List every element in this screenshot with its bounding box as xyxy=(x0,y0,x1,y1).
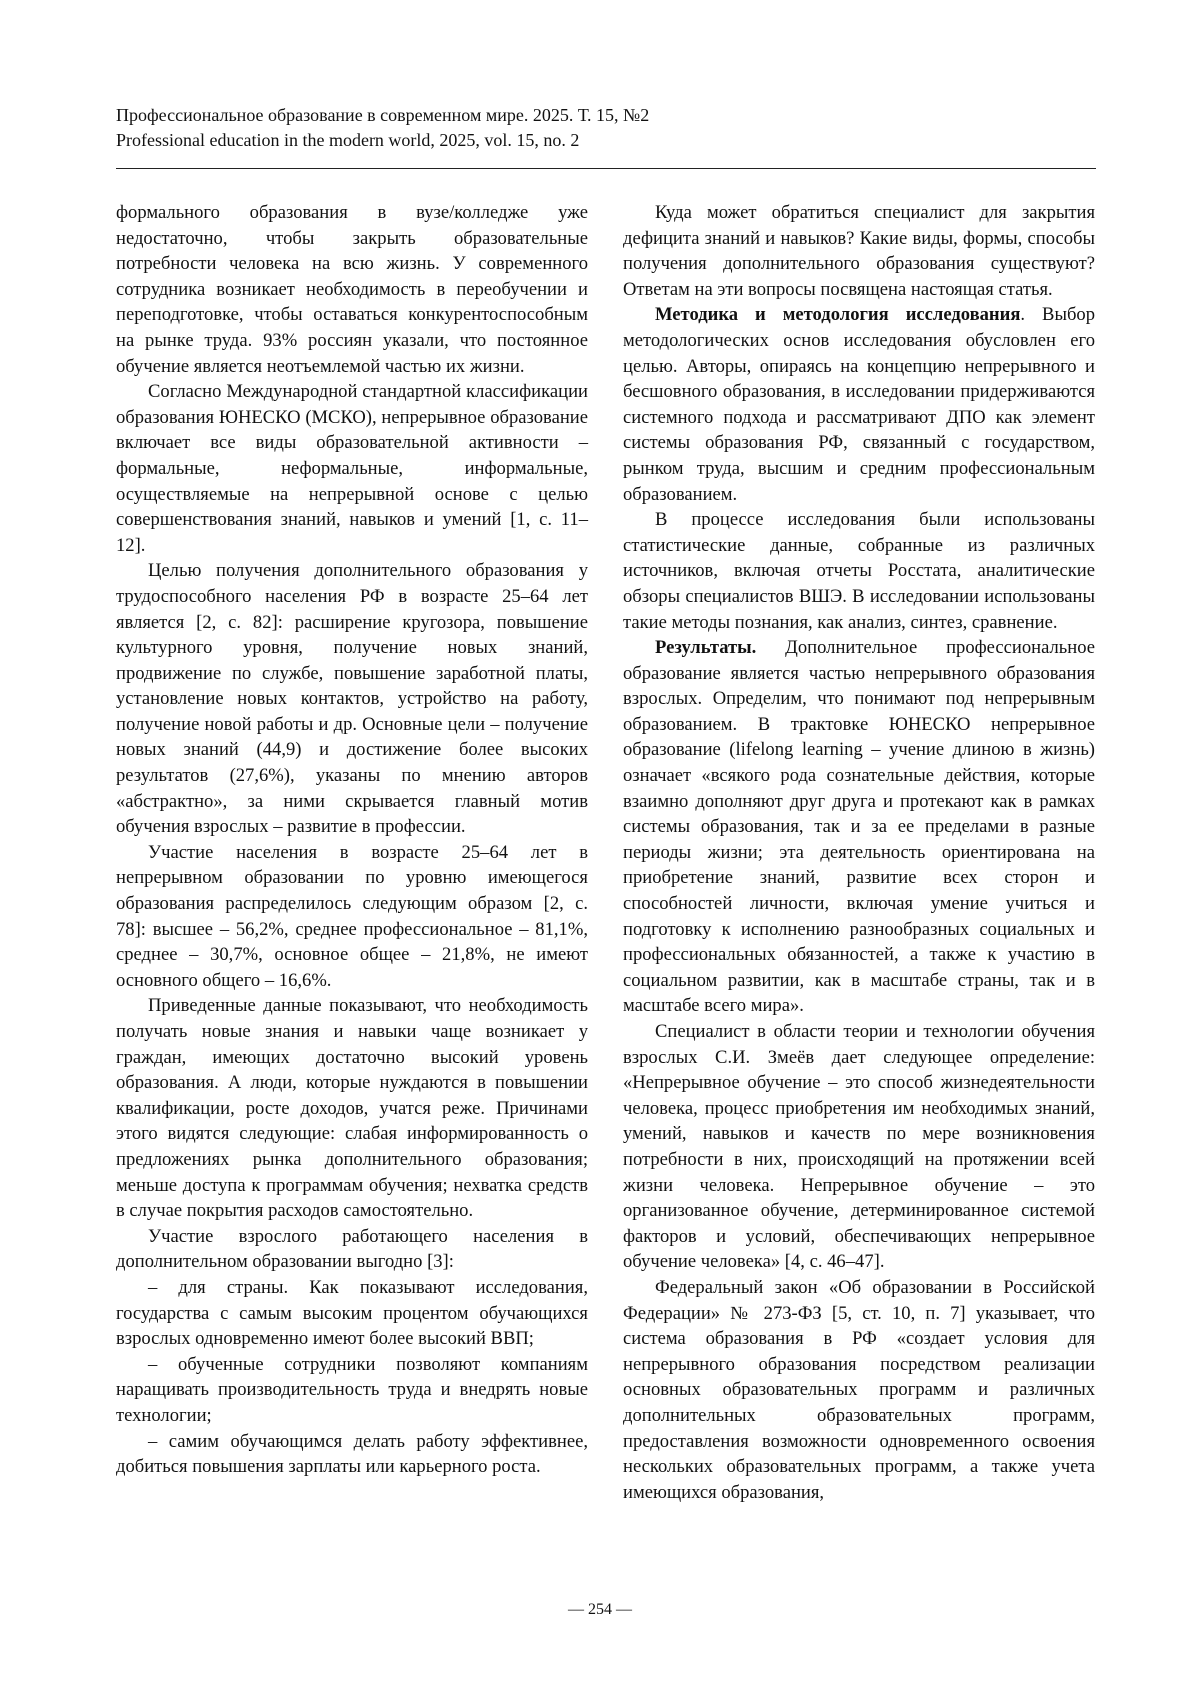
paragraph-methods xyxy=(623,302,1095,507)
journal-title-ru: Профессиональное образование в современном мире. 2025. Т. 15, №2 xyxy=(116,105,650,125)
list-item: – самим обучающимся делать работу эффективнее, добиться повышения зарплаты или карьерного роста. xyxy=(116,1430,588,1478)
paragraph: Приведенные данные показывают, что необходимость получать новые знания и навыки чаще возникает у граждан, имеющих достаточно высокий уровень образования. А люди, которые нуждаются в повышении квалификации, росте доходов, учатся реже. Причинами этого видятся следующие: слабая информированность о предложениях рынка дополнительного образования; меньше доступа к программам обучения; нехватка средств в случае покрытия расходов самостоятельно. xyxy=(116,995,588,1222)
paragraph: Куда может обратиться специалист для закрытия дефицита знаний и навыков? Какие виды, формы, способы получения дополнительного образования существуют? Ответам на эти вопросы посвящена настоящая статья. xyxy=(623,202,1095,300)
paragraph: Федеральный закон «Об образовании в Российской Федерации» № 273-ФЗ [5, ст. 10, п. 7] указывает, что система образования в РФ «создает условия для непрерывного образования посредством реализации основных образовательных программ и различных дополнительных образовательных программ, предоставления возможности одновременного освоения нескольких образовательных программ, а также учета имеющихся образования, xyxy=(623,1276,1095,1503)
section-heading-methods: Методика и методология исследования xyxy=(655,304,1021,326)
left-column xyxy=(116,200,588,1480)
paragraph-results xyxy=(623,635,1095,1019)
header-divider xyxy=(116,168,1096,169)
list-item: – для страны. Как показывают исследования, государства с самым высоким процентом обучающихся взрослых одновременно имеют более высокий ВВП; xyxy=(116,1276,588,1350)
paragraph: Специалист в области теории и технологии обучения взрослых С.И. Змеёв дает следующее определение: «Непрерывное обучение – это способ жизнедеятельности человека, процесс приобретения им необходимых знаний, умений, навыков и качеств по мере возникновения потребности в них, происходящий на протяжении всей жизни человека. Непрерывное обучение – это организованное обучение, детерминированное системой факторов и условий, обеспечивающих непрерывное обучение человека» [4, с. 46–47]. xyxy=(623,1021,1095,1273)
paragraph-text: . Выбор методологических основ исследования обусловлен его целью. Авторы, опираясь на концепцию непрерывного и бесшовного образования, в исследовании придерживаются системного подхода и рассматривают ДПО как элемент системы образования РФ, связанный с государством, рынком труда, высшим и средним профессиональным образованием. xyxy=(623,304,1096,505)
page-number: — 254 — xyxy=(568,1601,632,1618)
journal-header xyxy=(116,103,1096,153)
list-item: – обученные сотрудники позволяют компаниям наращивать производительность труда и внедрять новые технологии; xyxy=(116,1353,588,1426)
paragraph: Согласно Международной стандартной классификации образования ЮНЕСКО (МСКО), непрерывное образование включает все виды образовательной активности – формальные, неформальные, информальные, осуществляемые на непрерывной основе с целью совершенствования знаний, навыков и умений [1, с. 11–12]. xyxy=(116,381,588,556)
right-column xyxy=(623,200,1095,1505)
section-heading-results: Результаты. xyxy=(655,637,757,659)
paragraph: Целью получения дополнительного образования у трудоспособного населения РФ в возрасте 25–64 лет является [2, с. 82]: расширение кругозора, повышение культурного уровня, получение новых знаний, продвижение по службе, повышение заработной платы, установление новых контактов, устройство на работу, получение новой работы и др. Основные цели – получение новых знаний (44,9) и достижение более высоких результатов (27,6%), указаны по мнению авторов «абстрактно», за ними скрывается главный мотив обучения взрослых – развитие в профессии. xyxy=(116,560,588,838)
paragraph: формального образования в вузе/колледже уже недостаточно, чтобы закрыть образовательные потребности человека на всю жизнь. У современного сотрудника возникает необходимость в переобучении и переподготовке, чтобы оставаться конкурентоспособным на рынке труда. 93% россиян указали, что постоянное обучение является неотъемлемой частью их жизни. xyxy=(116,202,588,377)
journal-title-en: Professional education in the modern world, 2025, vol. 15, no. 2 xyxy=(116,130,580,150)
paragraph: Участие взрослого работающего населения в дополнительном образовании выгодно [3]: xyxy=(116,1225,588,1273)
paragraph: В процессе исследования были использованы статистические данные, собранные из различных источников, включая отчеты Росстата, аналитические обзоры специалистов ВШЭ. В исследовании использованы такие методы познания, как анализ, синтез, сравнение. xyxy=(623,509,1095,633)
paragraph-text: Дополнительное профессиональное образование является частью непрерывного образования взрослых. Определим, что понимают под непрерывным образованием. В трактовке ЮНЕСКО непрерывное образование (lifelong learning – учение длиною в жизнь) означает «всякого рода сознательные действия, которые взаимно дополняют друг друга и протекают как в рамках системы образования, так и за ее пределами в разные периоды жизни; эта деятельность ориентирована на приобретение знаний, развитие всех сторон и способностей личности, включая умение учиться и подготовку к исполнению разнообразных социальных и профессиональных обязанностей, а также к участию в социальном развитии, как в масштабе страны, так и в масштабе всего мира». xyxy=(623,637,1095,1017)
paragraph: Участие населения в возрасте 25–64 лет в непрерывном образовании по уровню имеющегося образования распределилось следующим образом [2, с. 78]: высшее – 56,2%, среднее профессиональное – 81,1%, среднее – 30,7%, основное общее – 21,8%, не имеют основного общего – 16,6%. xyxy=(116,841,588,991)
